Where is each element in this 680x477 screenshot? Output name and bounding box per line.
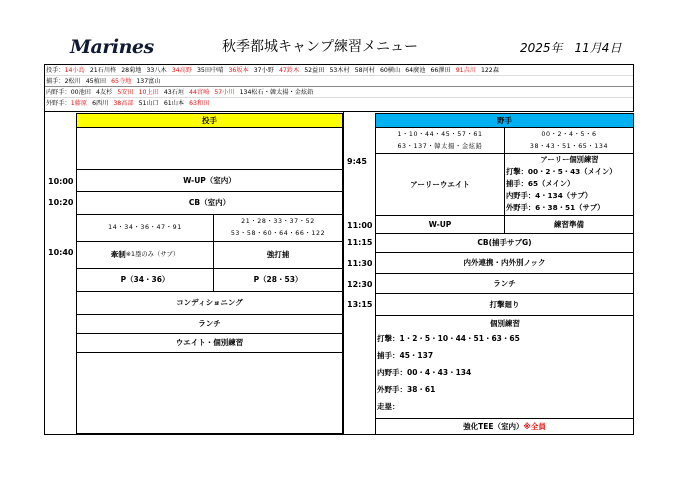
roster-player: 28菊地 [121,67,142,74]
pitcher-p-b: P（28・53） [213,268,343,292]
roster-player: 137富山 [136,78,161,85]
roster-player: 58河村 [354,67,375,74]
roster-player: 65寺地 [111,78,132,85]
roster-player: 4友杉 [96,89,113,96]
pitcher-weight: ウエイト・個別練習 [76,333,343,353]
roster-player: 61山本 [163,100,185,107]
roster-player: 35田中晴 [197,67,224,74]
roster-player: 5安田 [117,89,134,96]
roster-player: 53木村 [329,67,350,74]
fielder-batting-rotation: 打撃廻り [375,293,634,316]
fielder-tee [375,418,634,435]
pitcher-strong-hit: 強打捕 [213,241,343,269]
roster-player: 122森 [480,67,499,74]
pitcher-group-b [213,214,343,242]
roster-player: 43石垣 [163,89,185,96]
roster-position-label: 投手： [46,67,65,74]
roster-player: 10上田 [138,89,159,96]
fielder-group-a [375,127,505,154]
roster-player: 91吉川 [455,67,476,74]
roster-player: 37小野 [253,67,274,74]
roster-player: 63和田 [189,100,210,107]
page-date: 2025年 11月4日 [520,41,622,55]
roster-player: 14小島 [64,67,85,74]
roster-player: 33八木 [146,67,167,74]
roster-player: 52益田 [304,67,325,74]
frame-bottom-line [44,434,634,435]
fielder-time-1130: 11:30 [347,259,373,268]
roster-player: 64廣池 [405,67,426,74]
fielder-time-1315: 13:15 [347,300,373,309]
fielder-ind-catcher: 捕手：45・137 [377,351,434,360]
fielder-early-outfield: 外野手：6・38・51（サブ） [506,203,605,212]
fielder-group-b-line1: 00・2・4・5・6 [541,130,597,138]
pitcher-time-1020: 10:20 [48,198,74,207]
pitcher-header: 投手 [76,113,343,128]
fielder-ind-outfield: 外野手：38・61 [377,385,436,394]
fielder-early-practice-title: アーリー個別練習 [540,155,599,164]
roster-row [45,65,633,76]
roster-player: 1藤原 [70,100,88,107]
fielder-ind-infield: 内野手：00・4・43・134 [377,368,472,377]
fielder-wup: W-UP [375,215,505,234]
pitcher-conditioning: コンディショニング [76,291,343,315]
fielder-group-a-line2: 63・137・韓太揚・金炫鉛 [397,142,483,150]
fielder-time-1100: 11:00 [347,221,373,230]
roster-player: 66澤田 [430,67,451,74]
pitcher-p-a: P（34・36） [76,268,214,292]
pitcher-pickoff [76,241,214,269]
fielder-time-0945: 9:45 [347,157,367,166]
pitcher-wup: W-UP（室内） [76,169,343,192]
roster-player: 6西川 [92,100,109,107]
frame-mid-line [343,111,344,435]
fielder-tee-label: 強化TEE（室内） [463,421,524,431]
roster-row [45,76,633,87]
roster-table [44,64,634,112]
pitcher-group-b-line2: 53・58・60・64・66・122 [230,230,326,237]
fielder-early-batting: 打撃：00・2・5・43（メイン） [506,167,617,176]
marines-logo: Marines [70,36,154,58]
fielder-group-a-line1: 1・10・44・45・57・61 [397,130,483,138]
fielder-cb: CB(捕手サブG) [375,233,634,253]
fielder-practice-prep: 練習準備 [504,215,634,234]
roster-row [45,98,633,109]
fielder-relay-knock: 内外連携・内外別ノック [375,252,634,274]
fielder-early-practice [504,153,634,216]
pitcher-pickoff-note: ※1塁のみ（サブ） [125,251,180,258]
fielder-time-1230: 12:30 [347,280,373,289]
pitcher-time-1000: 10:00 [48,177,74,186]
roster-player: 47鈴木 [278,67,300,74]
fielder-early-weight: アーリーウエイト [375,153,505,216]
frame-left-line [44,111,45,435]
pitcher-time-1040: 10:40 [48,248,74,257]
roster-position-label: 捕手： [46,78,65,85]
roster-player: 21石川柊 [89,67,117,74]
fielder-ind-running: 走塁： [377,402,400,411]
roster-player: 57小川 [214,89,235,96]
pitcher-blank-slot [76,127,343,170]
fielder-early-infield: 内野手：4・134（サブ） [506,191,593,200]
roster-player: 60横山 [379,67,401,74]
roster-row [45,87,633,98]
roster-position-label: 外野手： [46,100,71,107]
roster-player: 51山口 [138,100,159,107]
pitcher-pickoff-label: 牽制 [110,250,126,259]
roster-player: 44宮崎 [189,89,210,96]
fielder-time-1115: 11:15 [347,238,373,247]
fielder-lunch: ランチ [375,273,634,294]
fielder-tee-note: ※全員 [523,421,546,431]
roster-player: 00池田 [70,89,91,96]
roster-player: 38髙部 [113,100,134,107]
roster-position-label: 内野手： [46,89,71,96]
roster-player: 34高野 [171,67,192,74]
roster-player: 2松川 [64,78,81,85]
fielder-individual-practice [375,315,634,419]
pitcher-group-b-line1: 21・28・33・37・52 [241,218,315,225]
page-title: 秋季都城キャンプ練習メニュー [222,39,418,55]
fielder-individual-title: 個別練習 [490,319,520,328]
pitcher-blank-end [76,352,343,434]
fielder-ind-batting: 打撃：1・2・5・10・44・51・63・65 [377,334,520,343]
roster-player: 36坂本 [228,67,249,74]
roster-player: 134松石・韓太揚・金炫鉛 [239,89,314,96]
pitcher-cb: CB（室内） [76,191,343,215]
pitcher-group-a: 14・34・36・47・91 [76,214,214,242]
roster-player: 45植田 [85,78,107,85]
fielder-early-catcher: 捕手：65（メイン） [506,179,575,188]
fielder-group-b [504,127,634,154]
fielder-group-b-line2: 38・43・51・65・134 [529,142,609,150]
fielder-header: 野手 [375,113,634,128]
pitcher-lunch: ランチ [76,314,343,334]
